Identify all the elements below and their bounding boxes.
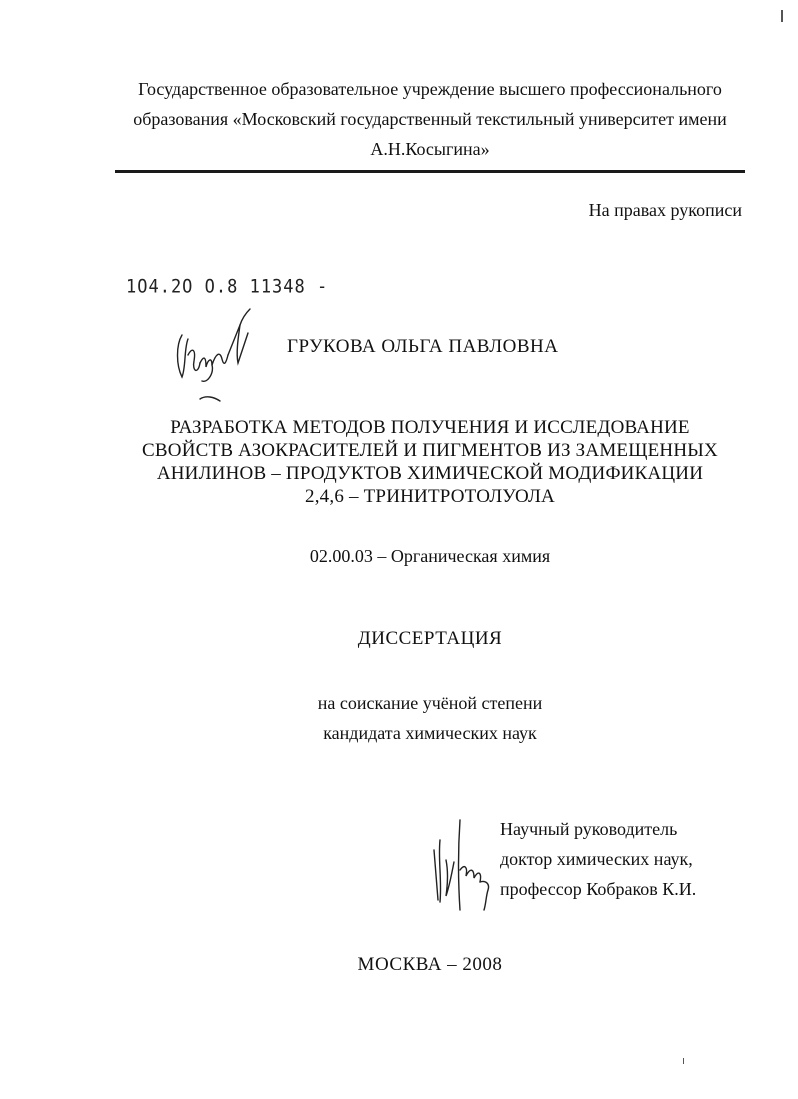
scientific-advisor [500,814,696,904]
specialty-code: 02.00.03 – Органическая химия [309,546,551,566]
author-signature-icon [170,305,270,405]
title-line-1: РАЗРАБОТКА МЕТОДОВ ПОЛУЧЕНИЯ И ИССЛЕДОВАНИЕ [170,417,690,438]
degree-statement [100,688,760,748]
manuscript-rights-note: На правах рукописи [588,200,742,220]
institution-header [90,74,770,164]
author-name: ГРУКОВА ОЛЬГА ПАВЛОВНА [287,336,559,357]
advisor-line-3: профессор Кобраков К.И. [500,879,697,899]
institution-line-2: образования «Московский государственный текстильный университет имени [133,109,727,129]
advisor-line-2: доктор химических наук, [500,849,693,869]
header-divider [115,170,745,173]
title-line-4: 2,4,6 – ТРИНИТРОТОЛУОЛА [305,486,555,507]
dissertation-title [100,416,760,508]
degree-line-1: на соискание учёной степени [317,693,543,713]
title-line-2: СВОЙСТВ АЗОКРАСИТЕЛЕЙ И ПИГМЕНТОВ ИЗ ЗАМЕЩЕННЫХ [142,440,718,461]
advisor-line-1: Научный руководитель [500,819,678,839]
institution-line-1: Государственное образовательное учреждение высшего профессионального [138,79,722,99]
document-type: ДИССЕРТАЦИЯ [357,628,503,649]
advisor-signature-icon [420,810,500,920]
registration-stamp-number: 1О4.2О О.8 11348 - [126,276,329,298]
scan-speck [683,1058,684,1064]
city-and-year: МОСКВА – 2008 [357,954,503,975]
title-line-3: АНИЛИНОВ – ПРОДУКТОВ ХИМИЧЕСКОЙ МОДИФИКАЦИИ [156,463,704,484]
scan-speck [781,10,783,22]
degree-line-2: кандидата химических наук [323,723,537,743]
institution-line-3: А.Н.Косыгина» [370,139,490,159]
